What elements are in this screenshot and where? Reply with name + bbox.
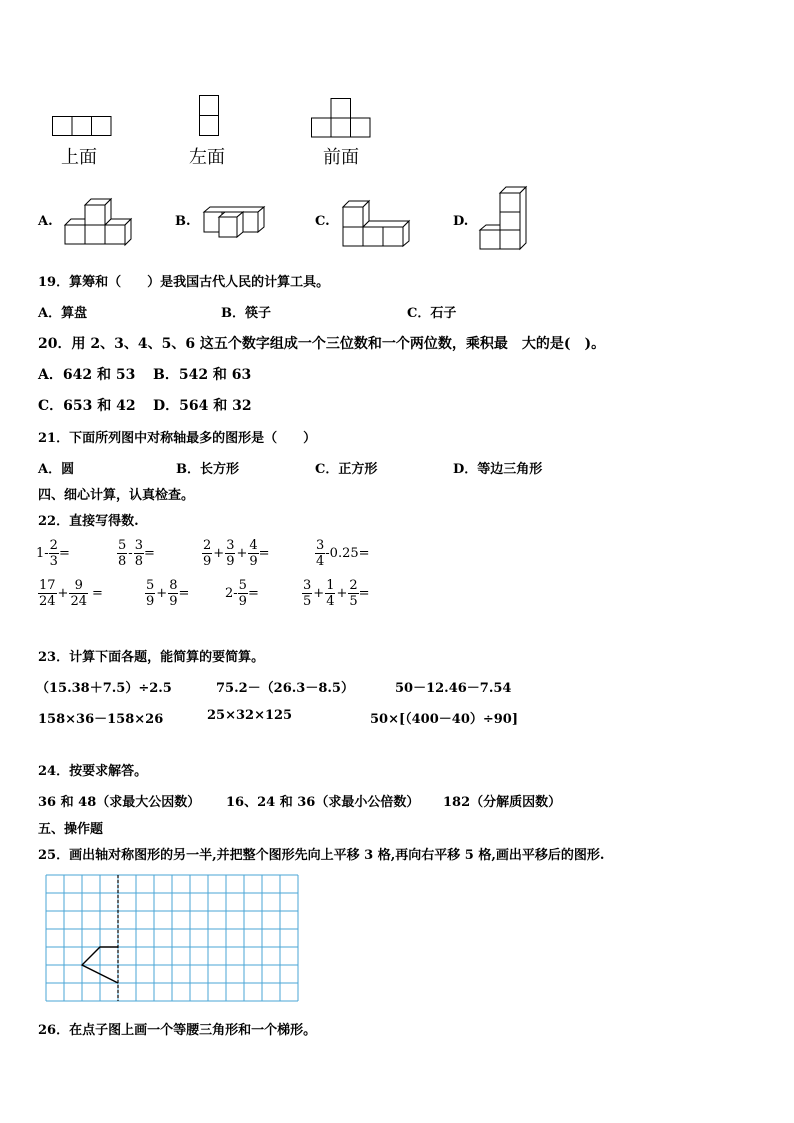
operator: + — [156, 586, 168, 601]
q22-expr-2 — [117, 538, 155, 569]
expr-text: = — [92, 586, 103, 601]
operator: + — [213, 546, 225, 561]
fraction: $\frac{5}{8}$ — [118, 538, 127, 569]
q23-item: （15.38＋7.5）÷2.5 — [36, 681, 172, 696]
q22-expr-5 — [38, 578, 103, 609]
q21-question: 21．下面所列图中对称轴最多的图形是（ ） — [38, 431, 317, 446]
q26-question: 26．在点子图上画一个等腰三角形和一个梯形。 — [38, 1023, 317, 1038]
expr-text: 1- — [36, 546, 49, 561]
fraction: $\frac{9}{24}$ — [70, 578, 87, 609]
q19-option-a[interactable]: A．算盘 — [38, 306, 88, 321]
q24-item: 36 和 48（求最大公因数） — [38, 795, 201, 810]
q25-question: 25．画出轴对称图形的另一半,并把整个图形先向上平移 3 格,再向右平移 5 格,画出平移后的图形. — [38, 848, 605, 863]
q19-option-c[interactable]: C．石子 — [407, 306, 457, 321]
q22-question: 22．直接写得数. — [38, 514, 139, 529]
option-b-cubes-figure[interactable] — [203, 206, 269, 234]
top-view-label: 上面 — [61, 147, 97, 168]
q20-option-d[interactable]: D．564 和 32 — [153, 398, 252, 414]
fraction: $\frac{2}{5}$ — [349, 578, 358, 609]
q24-item: 182（分解质因数） — [443, 795, 562, 810]
q23-item: 75.2－（26.3－8.5） — [216, 681, 354, 696]
q20-option-b[interactable]: B．542 和 63 — [153, 367, 252, 383]
q23-question: 23．计算下面各题，能简算的要简算。 — [38, 650, 265, 665]
expr-text: = — [58, 546, 70, 561]
option-d-label[interactable]: D. — [453, 214, 469, 229]
option-a-label[interactable]: A. — [38, 214, 53, 229]
q22-expr-7 — [225, 578, 259, 609]
operator: + — [236, 546, 248, 561]
option-b-label[interactable]: B. — [175, 214, 191, 229]
drawing-grid[interactable] — [45, 874, 299, 1002]
q22-expr-4 — [315, 538, 370, 569]
q23-item: 25×32×125 — [207, 708, 293, 723]
front-view-figure — [311, 98, 373, 140]
top-view-figure — [52, 116, 114, 138]
fraction: $\frac{4}{9}$ — [249, 538, 258, 569]
q20-option-a[interactable]: A．642 和 53 — [38, 367, 136, 383]
fraction: $\frac{17}{24}$ — [39, 578, 56, 609]
q21-option-b[interactable]: B．长方形 — [176, 462, 239, 477]
fraction: $\frac{3}{5}$ — [303, 578, 312, 609]
operator: - — [128, 546, 133, 561]
q23-item: 50×[（400－40）÷90] — [370, 712, 518, 727]
fraction: $\frac{3}{8}$ — [134, 538, 143, 569]
q19-option-b[interactable]: B．筷子 — [221, 306, 271, 321]
option-d-cubes-figure[interactable] — [479, 186, 527, 252]
q21-option-d[interactable]: D．等边三角形 — [453, 462, 543, 477]
expr-text: 2- — [225, 586, 238, 601]
q20-question: 20．用 2、3、4、5、6 这五个数字组成一个三位数和一个两位数，乘积最 大的是( )。 — [38, 336, 606, 352]
expr-text: = — [358, 586, 370, 601]
expr-text: = — [247, 586, 259, 601]
expr-text: = — [143, 546, 155, 561]
fraction: $\frac{2}{3}$ — [49, 538, 58, 569]
option-c-cubes-figure[interactable] — [342, 200, 410, 246]
q24-item: 16、24 和 36（求最小公倍数） — [226, 795, 420, 810]
expr-text: -0.25= — [325, 546, 370, 561]
q21-option-c[interactable]: C．正方形 — [315, 462, 378, 477]
fraction: $\frac{5}{9}$ — [146, 578, 155, 609]
section-4-heading: 四、细心计算，认真检查。 — [38, 488, 195, 503]
expr-text: = — [258, 546, 270, 561]
fraction: $\frac{8}{9}$ — [169, 578, 178, 609]
q21-option-a[interactable]: A．圆 — [38, 462, 75, 477]
q23-item: 50－12.46－7.54 — [395, 681, 512, 696]
q19-question: 19．算筹和（ ）是我国古代人民的计算工具。 — [38, 275, 330, 290]
operator: + — [336, 586, 348, 601]
expr-text: = — [178, 586, 190, 601]
q22-expr-6 — [145, 578, 189, 609]
q20-option-c[interactable]: C．653 和 42 — [38, 398, 136, 414]
left-view-figure — [199, 95, 221, 137]
q22-expr-8 — [302, 578, 370, 609]
fraction: $\frac{3}{9}$ — [226, 538, 235, 569]
front-view-label: 前面 — [323, 147, 359, 168]
q22-expr-3 — [202, 538, 270, 569]
option-c-label[interactable]: C. — [315, 214, 330, 229]
fraction: $\frac{5}{9}$ — [238, 578, 247, 609]
fraction: $\frac{1}{4}$ — [326, 578, 335, 609]
fraction: $\frac{2}{9}$ — [203, 538, 212, 569]
q24-question: 24．按要求解答。 — [38, 764, 148, 779]
left-view-label: 左面 — [189, 147, 225, 168]
operator: + — [313, 586, 325, 601]
section-5-heading: 五、操作题 — [38, 822, 104, 837]
q22-expr-1 — [36, 538, 70, 569]
q23-item: 158×36－158×26 — [38, 712, 164, 727]
operator: + — [57, 586, 69, 601]
fraction: $\frac{3}{4}$ — [316, 538, 325, 569]
option-a-cubes-figure[interactable] — [64, 198, 130, 244]
